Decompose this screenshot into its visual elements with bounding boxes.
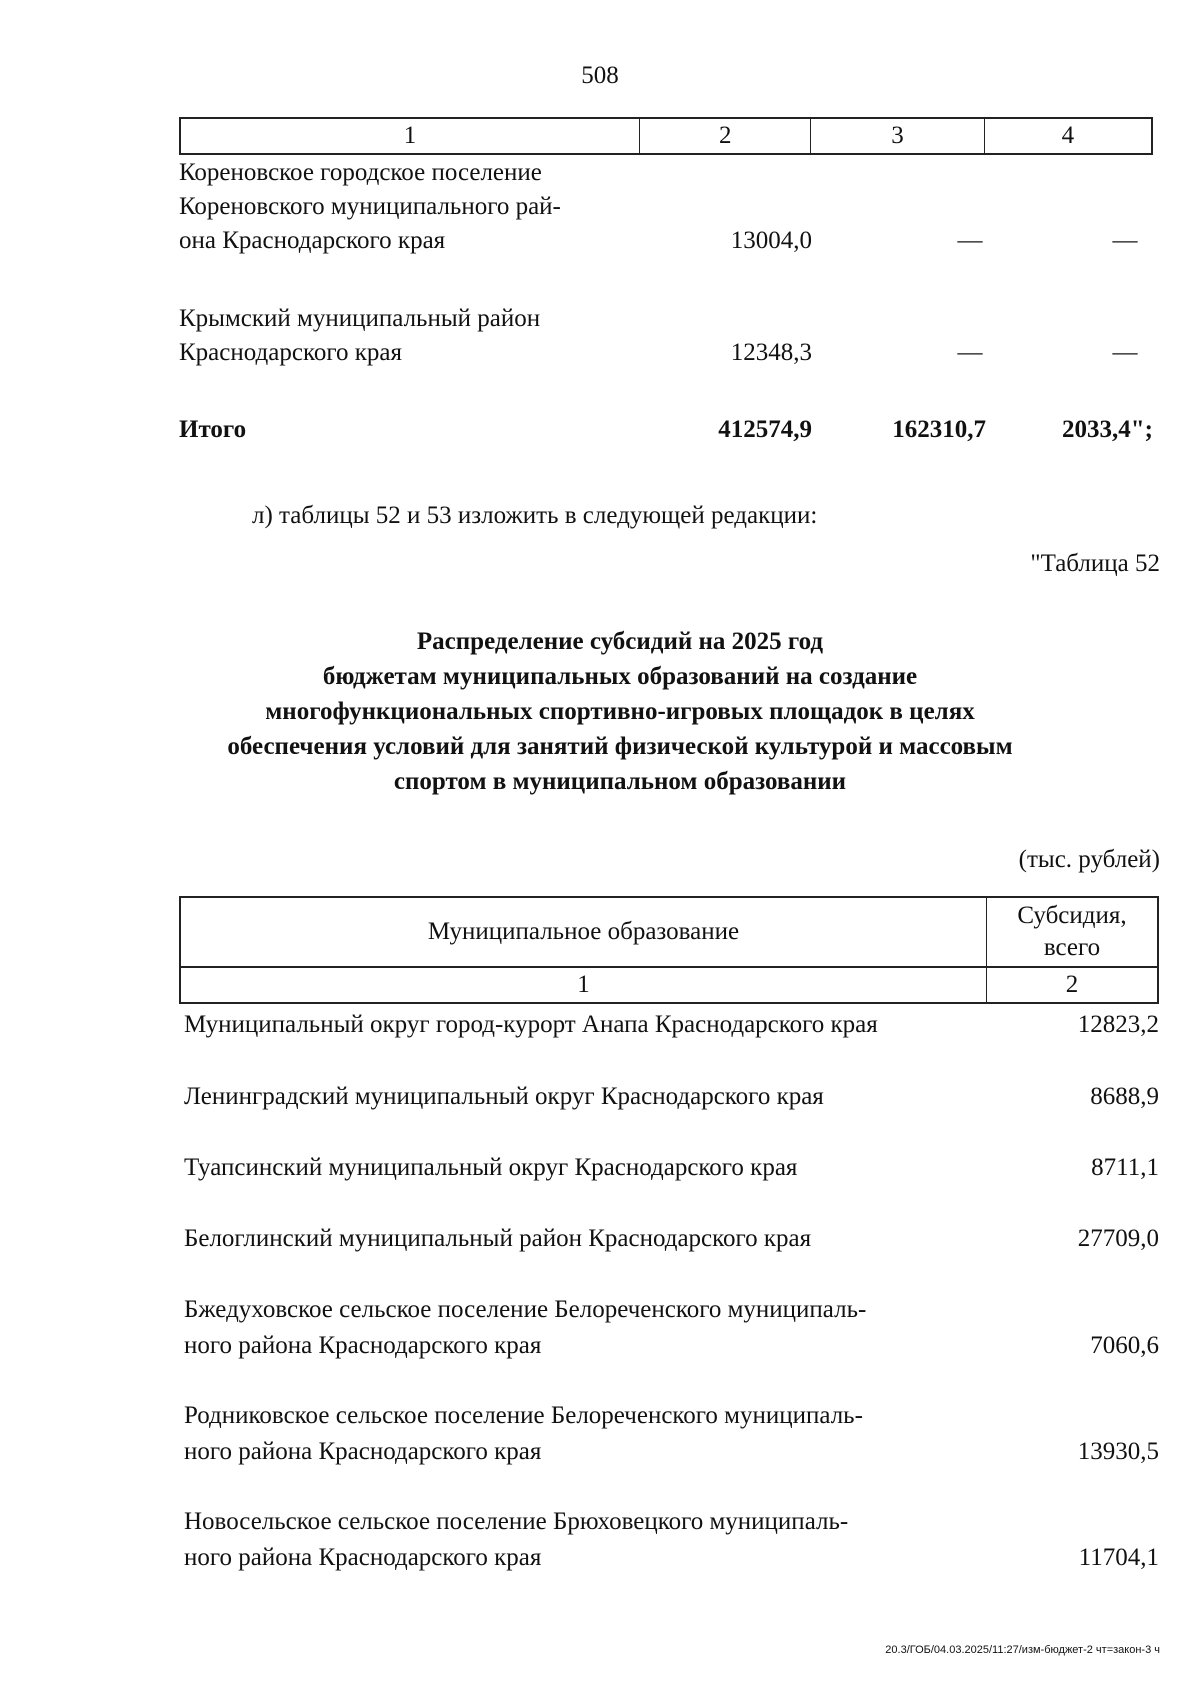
table-label: "Таблица 52 <box>1030 550 1160 577</box>
row-name-line: Краснодарского края <box>179 339 402 366</box>
table2-row <box>184 1292 1159 1364</box>
title-line: Распределение субсидий на 2025 год <box>416 628 824 655</box>
table1-header-col2: 2 <box>640 119 811 153</box>
page-number: 508 <box>581 62 619 89</box>
table2-row <box>184 1150 1159 1186</box>
footer-code: 20.3/ГОБ/04.03.2025/11:27/изм-бюджет-2 чт=закон-3 ч <box>885 1644 1160 1656</box>
row-value: 11704,1 <box>1078 1544 1159 1571</box>
title-line: спортом в муниципальном образовании <box>393 768 847 795</box>
table2-header <box>179 896 1159 1004</box>
table2-num-col2: 2 <box>1065 971 1079 998</box>
row-value: 27709,0 <box>1077 1225 1159 1252</box>
row-name-line: Белоглинский муниципальный район Краснодарского края <box>184 1225 812 1252</box>
table2-header-col2 <box>987 898 1157 966</box>
table2-header-col1: Муниципальное образование <box>181 898 987 966</box>
table1-row-dash: — <box>1112 227 1138 254</box>
row-name-line: Бжедуховское сельское поселение Белореченского муниципаль- <box>184 1296 867 1323</box>
row-name-line: Родниковское сельское поселение Белореченского муниципаль- <box>184 1402 863 1429</box>
table1-row-value: 12348,3 <box>730 339 812 366</box>
row-name-line: ного района Краснодарского края <box>184 1332 542 1359</box>
table-title <box>120 624 1120 799</box>
total-value-col2: 412574,9 <box>718 416 812 443</box>
instruction-paragraph: л) таблицы 52 и 53 изложить в следующей редакции: <box>252 502 818 529</box>
row-name-line: Ленинградский муниципальный округ Краснодарского края <box>184 1083 824 1110</box>
total-value-col3: 162310,7 <box>892 416 986 443</box>
title-line: многофункциональных спортивно-игровых площадок в целях <box>265 698 975 725</box>
row-name-line: Кореновское городское поселение <box>179 159 542 186</box>
table2-row <box>184 1504 1159 1576</box>
header-col2-line: всего <box>1043 934 1101 961</box>
row-name-line: ного района Краснодарского края <box>184 1544 542 1571</box>
table1-row-dash: — <box>957 339 983 366</box>
table2-row <box>184 1007 1159 1043</box>
total-label: Итого <box>179 416 247 443</box>
row-name-line: Туапсинский муниципальный округ Краснодарского края <box>184 1154 798 1181</box>
row-name-line: Муниципальный округ город-курорт Анапа Краснодарского края <box>184 1011 878 1038</box>
row-name-line: Новосельское сельское поселение Брюховецкого муниципаль- <box>184 1508 849 1535</box>
row-name-line: Крымский муниципальный район <box>179 305 541 332</box>
header-col2-line: Субсидия, <box>1017 902 1127 929</box>
row-value: 8688,9 <box>1090 1083 1159 1110</box>
table2-row <box>184 1079 1159 1115</box>
table1-row-dash: — <box>1112 339 1138 366</box>
table1-header-col1: 1 <box>181 119 640 153</box>
table1-header <box>179 117 1153 155</box>
table2-row <box>184 1398 1159 1470</box>
row-name-line: она Краснодарского края <box>179 227 446 254</box>
table1-row-dash: — <box>957 227 983 254</box>
table1-header-col3: 3 <box>811 119 984 153</box>
row-name-line: ного района Краснодарского края <box>184 1438 542 1465</box>
row-value: 12823,2 <box>1077 1011 1159 1038</box>
row-value: 8711,1 <box>1091 1154 1159 1181</box>
title-line: обеспечения условий для занятий физической культурой и массовым <box>227 733 1013 760</box>
table1-header-col4: 4 <box>1061 122 1075 149</box>
units-label: (тыс. рублей) <box>1018 846 1160 873</box>
title-line: бюджетам муниципальных образований на создание <box>322 663 918 690</box>
table2-num-col1: 1 <box>181 968 987 1002</box>
row-value: 13930,5 <box>1077 1438 1159 1465</box>
total-value-col4: 2033,4"; <box>1062 416 1153 443</box>
row-value: 7060,6 <box>1090 1332 1159 1359</box>
table2-row <box>184 1221 1159 1257</box>
table1-row-value: 13004,0 <box>730 227 812 254</box>
row-name-line: Кореновского муниципального рай- <box>179 193 561 220</box>
